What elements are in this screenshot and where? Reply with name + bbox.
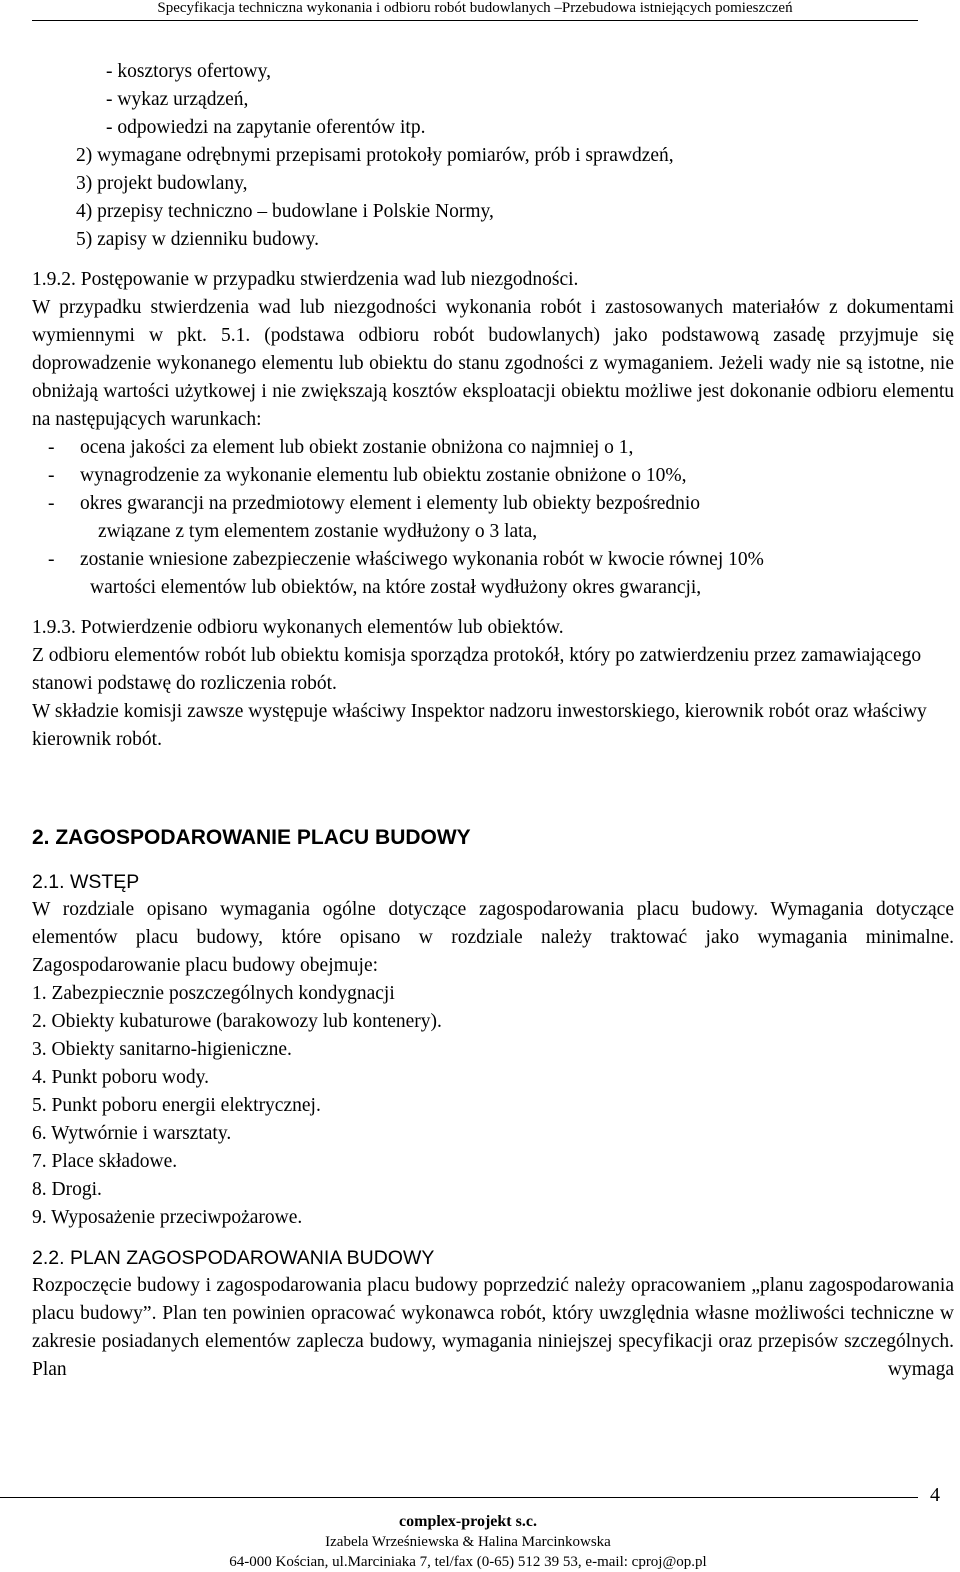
page-number: 4 [930, 1484, 940, 1506]
list-item: 9. Wyposażenie przeciwpożarowe. [32, 1207, 303, 1228]
list-item: 5) zapisy w dzienniku budowy. [76, 229, 319, 250]
condition-item: - ocena jakości za element lub obiekt zostanie obniżona co najmniej o 1, [32, 434, 954, 462]
section-heading-1-9-3: 1.9.3. Potwierdzenie odbioru wykonanych elementów lub obiektów. [32, 617, 564, 638]
list-item: 3) projekt budowlany, [76, 173, 248, 194]
page-footer [0, 1512, 936, 1572]
chapter-title: 2. ZAGOSPODAROWANIE PLACU BUDOWY [32, 826, 471, 849]
list-item: - wykaz urządzeń, [106, 89, 249, 110]
list-item: - kosztorys ofertowy, [106, 61, 271, 82]
list-item: 7. Place składowe. [32, 1151, 178, 1172]
condition-continuation: związane z tym elementem zostanie wydłużony o 3 lata, [98, 521, 538, 542]
header-rule [32, 20, 918, 21]
list-item: 2) wymagane odrębnymi przepisami protokoły pomiarów, prób i sprawdzeń, [76, 145, 674, 166]
paragraph-1-9-3b: W składzie komisji zawsze występuje właściwy Inspektor nadzoru inwestorskiego, kierownik robót oraz właściwy kierownik robót. [32, 701, 927, 750]
paragraph-2-1: W rozdziale opisano wymagania ogólne dotyczące zagospodarowania placu budowy. Wymagania dotyczące elementów placu budowy, które opisano w rozdziale należy traktować jako wymagania minimalne. Zagospodarowanie placu budowy obejmuje: [32, 899, 954, 976]
footer-firm: complex-projekt s.c. [399, 1513, 537, 1530]
numbered-docs [32, 142, 954, 254]
paragraph-1-9-3a: Z odbioru elementów robót lub obiektu komisja sporządza protokół, który po zatwierdzeniu przez zamawiającego stanowi podstawę do rozliczenia robót. [32, 645, 922, 694]
section-heading-2-1: 2.1. WSTĘP [32, 871, 140, 893]
paragraph-1-9-2: W przypadku stwierdzenia wad lub niezgodności wykonania robót i zastosowanych materiałów z dokumentami wymiennymi w pkt. 5.1. (podstawa odbioru robót budowlanych) jako podstawową zasadę przyjmuje się doprowadzenie wykonanego elementu lub obiektu do stanu zgodności z wymaganiem. Jeżeli wady nie są istotne, nie obniżają wartości użytkowej i nie zwiększają kosztów eksploatacji obiektu możliwe jest dokonanie odbioru elementu na następujących warunkach: [32, 297, 954, 430]
condition-item: - okres gwarancji na przedmiotowy element i elementy lub obiekty bezpośrednio [32, 490, 954, 518]
dash-marker: - [48, 437, 55, 458]
site-items-list [32, 980, 954, 1232]
conditions-list [32, 434, 954, 602]
intro-list [32, 58, 954, 142]
condition-item: - zostanie wniesione zabezpieczenie właściwego wykonania robót w kwocie równej 10% [32, 546, 954, 574]
dash-marker: - [48, 549, 55, 570]
dash-marker: - [48, 465, 55, 486]
dash-marker: - [48, 493, 55, 514]
condition-continuation: wartości elementów lub obiektów, na które został wydłużony okres gwarancji, [90, 577, 702, 598]
footer-people: Izabela Wrześniewska & Halina Marcinkowska [325, 1534, 611, 1550]
list-item: 5. Punkt poboru energii elektrycznej. [32, 1095, 321, 1116]
section-heading-1-9-2: 1.9.2. Postępowanie w przypadku stwierdzenia wad lub niezgodności. [32, 269, 579, 290]
list-item: 1. Zabezpiecznie poszczególnych kondygnacji [32, 983, 395, 1004]
list-item: 8. Drogi. [32, 1179, 102, 1200]
footer-address: 64-000 Kościan, ul.Marciniaka 7, tel/fax (0-65) 512 39 53, e-mail: cproj@op.pl [229, 1554, 707, 1570]
list-item: 4) przepisy techniczno – budowlane i Polskie Normy, [76, 201, 494, 222]
running-header: Specyfikacja techniczna wykonania i odbioru robót budowlanych –Przebudowa istniejących pomieszczeń [157, 0, 793, 16]
condition-item: - wynagrodzenie za wykonanie elementu lub obiektu zostanie obniżone o 10%, [32, 462, 954, 490]
list-item: 6. Wytwórnie i warsztaty. [32, 1123, 232, 1144]
footer-rule [0, 1497, 918, 1498]
list-item: - odpowiedzi na zapytanie oferentów itp. [106, 117, 426, 138]
section-heading-2-2: 2.2. PLAN ZAGOSPODAROWANIA BUDOWY [32, 1247, 435, 1269]
list-item: 4. Punkt poboru wody. [32, 1067, 209, 1088]
paragraph-2-2: Rozpoczęcie budowy i zagospodarowania placu budowy poprzedzić należy opracowaniem „planu zagospodarowania placu budowy”. Plan ten powinien opracować wykonawca robót, który uwzględnia własne możliwości techniczne w zakresie posiadanych elementów zaplecza budowy, wymagania niniejszej specyfikacji oraz przepisów szczególnych. Plan wymaga [32, 1275, 954, 1380]
list-item: 3. Obiekty sanitarno-higieniczne. [32, 1039, 292, 1060]
page-content [32, 58, 954, 1384]
list-item: 2. Obiekty kubaturowe (barakowozy lub kontenery). [32, 1011, 442, 1032]
